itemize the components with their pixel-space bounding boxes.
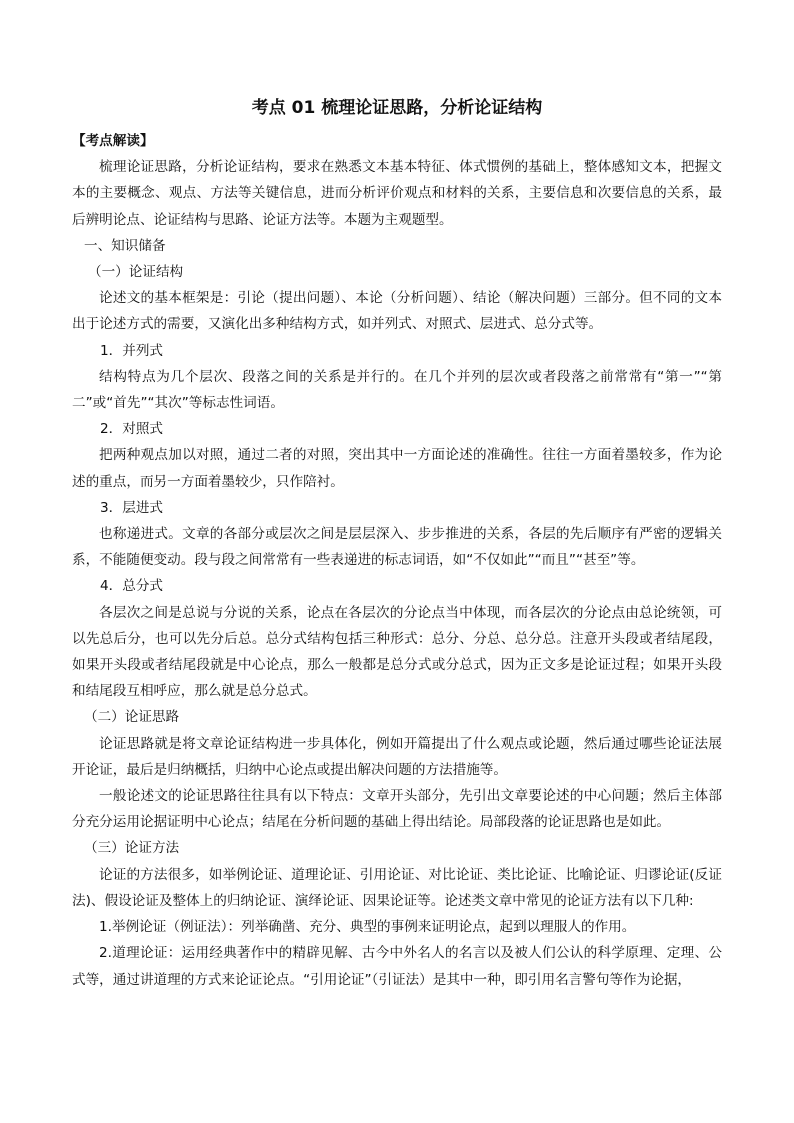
item-heading-progressive: 3．层进式 xyxy=(100,499,164,516)
intro-paragraph: 梳理论证思路，分析论证结构，要求在熟悉文本基本特征、体式惯例的基础上，整体感知文本，把握文本的主要概念、观点、方法等关键信息，进而分析评价观点和材料的关系，主要信息和次要信息的关系，最后辨明论点、论证结构与思路、论证方法等。本题为主观题型。 xyxy=(72,159,722,228)
subheading-reasoning: （二）论证思路 xyxy=(84,709,180,726)
reasoning-paragraph-2: 一般论述文的论证思路往往具有以下特点：文章开头部分，先引出文章要论述的中心问题；然后主体部分充分运用论据证明中心论点；结尾在分析问题的基础上得出结论。局部段落的论证思路也是如此。 xyxy=(72,788,722,831)
subheading-methods: （三）论证方法 xyxy=(84,840,180,857)
item-heading-general-specific: 4．总分式 xyxy=(100,578,164,595)
methods-paragraph: 论证的方法很多，如举例论证、道理论证、引用论证、对比论证、类比论证、比喻论证、归谬论证(反证法)、假设论证及整体上的归纳论证、演绎论证、因果论证等。论述类文章中常见的论证方法有以下几种: xyxy=(72,866,722,909)
item-heading-parallel: 1．并列式 xyxy=(100,342,164,359)
item-heading-contrast: 2．对照式 xyxy=(100,421,164,438)
part-heading-knowledge: 一、知识储备 xyxy=(84,237,166,254)
method-example: 1.举例论证（例证法）：列举确凿、充分、典型的事例来证明论点，起到以理服人的作用。 xyxy=(99,919,636,936)
item-paragraph-contrast: 把两种观点加以对照，通过二者的对照，突出其中一方面论述的准确性。往往一方面着墨较多，作为论述的重点，而另一方面着墨较少，只作陪衬。 xyxy=(72,447,722,490)
subheading-structure: （一）论证结构 xyxy=(88,264,184,281)
reasoning-paragraph-1: 论证思路就是将文章论证结构进一步具体化，例如开篇提出了什么观点或论题，然后通过哪些论证法展开论证，最后是归纳概括，归纳中心论点或提出解决问题的方法措施等。 xyxy=(72,735,722,778)
section-label: 【考点解读】 xyxy=(72,133,154,149)
item-paragraph-progressive: 也称递进式。文章的各部分或层次之间是层层深入、步步推进的关系，各层的先后顺序有严密的逻辑关系，不能随便变动。段与段之间常常有一些表递进的标志词语，如“不仅如此”“而且”“甚至”等。 xyxy=(72,526,722,569)
method-reasoning: 2.道理论证：运用经典著作中的精辟见解、古今中外名人的名言以及被人们公认的科学原理、定理、公式等，通过讲道理的方式来论证论点。“引用论证”（引证法）是其中一种，即引用名言警句等作为论据， xyxy=(72,945,722,988)
item-paragraph-general-specific: 各层次之间是总说与分说的关系，论点在各层次的分论点当中体现，而各层次的分论点由总论统领，可以先总后分，也可以先分后总。总分式结构包括三种形式：总分、分总、总分总。注意开头段或者结尾段，如果开头段或者结尾段就是中心论点，那么一般都是总分式或分总式，因为正文多是论证过程；如果开头段和结尾段互相呼应，那么就是总分总式。 xyxy=(72,604,722,700)
page-title: 考点 01 梳理论证思路，分析论证结构 xyxy=(251,98,543,118)
document-body xyxy=(72,128,722,993)
item-paragraph-parallel: 结构特点为几个层次、段落之间的关系是并行的。在几个并列的层次或者段落之前常常有“第一”“第二”或“首先”“其次”等标志性词语。 xyxy=(72,368,722,412)
structure-paragraph: 论述文的基本框架是：引论（提出问题）、本论（分析问题）、结论（解决问题）三部分。但不同的文本出于论述方式的需要，又演化出多种结构方式，如并列式、对照式、层进式、总分式等。 xyxy=(72,290,722,333)
